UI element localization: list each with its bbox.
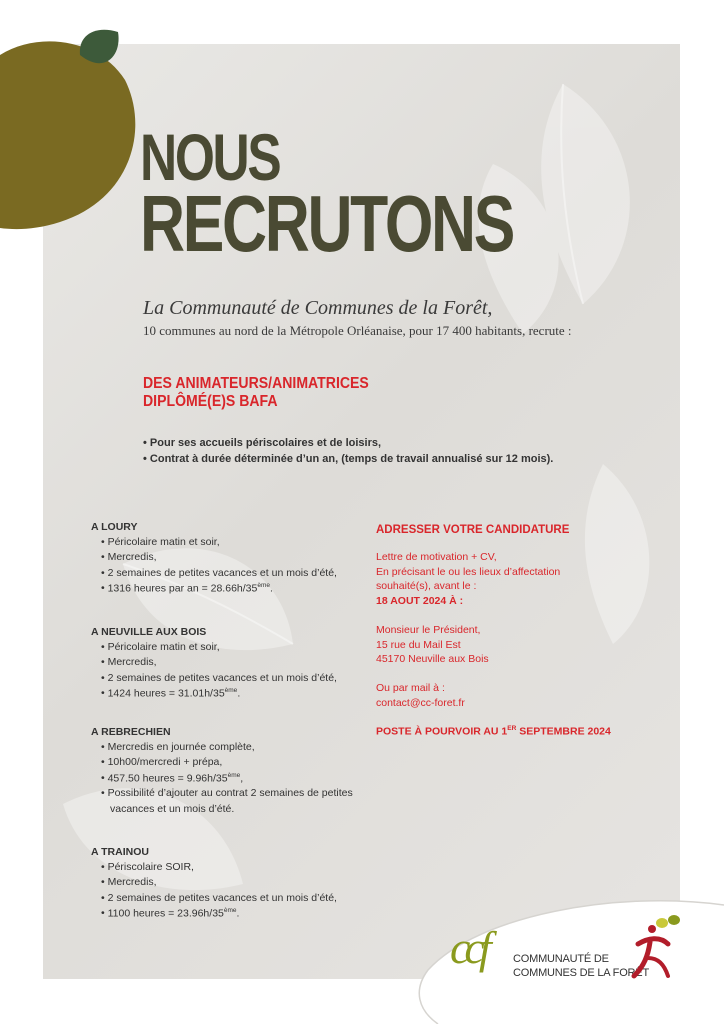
application-info xyxy=(376,522,646,739)
site-item: • Possibilité d’ajouter au contrat 2 semaines de petites vacances et un mois d’été. xyxy=(101,786,366,816)
site-item: • Mercredis en journée complète, xyxy=(101,740,366,755)
site-item: • 2 semaines de petites vacances et un mois d’été, xyxy=(101,671,366,686)
site-neuville-aux-bois xyxy=(91,625,366,702)
intro-sub: 10 communes au nord de la Métropole Orléanaise, pour 17 400 habitants, recrute : xyxy=(143,323,572,338)
site-title: A NEUVILLE AUX BOIS xyxy=(91,626,207,638)
site-item: • Périscolaire SOIR, xyxy=(101,860,366,875)
site-hours: • 1100 heures = 23.96h/35ème. xyxy=(101,906,366,922)
apply-line: souhaité(s), avant le : xyxy=(376,580,477,593)
job-title-line-1: DES ANIMATEURS/ANIMATRICES xyxy=(143,375,369,392)
site-item: • Mercredis, xyxy=(101,875,366,890)
site-hours: • 1424 heures = 31.01h/35ème. xyxy=(101,686,366,702)
intro-lead: La Communauté de Communes de la Forêt, xyxy=(143,297,493,319)
email-link[interactable]: contact@cc-foret.fr xyxy=(376,696,465,709)
site-item: • Mercredis, xyxy=(101,655,366,670)
job-title-line-2: DIPLÔMÉ(E)S BAFA xyxy=(143,393,278,411)
site-item: • Mercredis, xyxy=(101,550,366,565)
site-item: • 2 semaines de petites vacances et un mois d’été, xyxy=(101,566,366,581)
site-title: A LOURY xyxy=(91,521,138,533)
post-start-date: POSTE À POURVOIR AU 1ER SEPTEMBRE 2024 xyxy=(376,725,611,738)
title-line-1: NOUS xyxy=(140,120,280,194)
site-rebrechien xyxy=(91,725,366,817)
apply-heading: ADRESSER VOTRE CANDIDATURE xyxy=(376,524,570,536)
logo-wordmark: ccf xyxy=(450,922,486,973)
site-item: • Péricolaire matin et soir, xyxy=(101,640,366,655)
address-line: 45170 Neuville aux Bois xyxy=(376,653,489,666)
mail-label: Ou par mail à : xyxy=(376,681,445,694)
site-item: • 2 semaines de petites vacances et un mois d’été, xyxy=(101,891,366,906)
site-loury xyxy=(91,520,366,597)
site-title: A TRAINOU xyxy=(91,846,149,858)
logo-figure-icon xyxy=(618,914,688,984)
apply-line: En précisant le ou les lieux d’affectation xyxy=(376,565,561,578)
site-item: • 10h00/mercredi + prépa, xyxy=(101,755,366,770)
address-line: 15 rue du Mail Est xyxy=(376,638,461,651)
site-hours: • 457.50 heures = 9.96h/35ème, xyxy=(101,771,366,787)
job-title xyxy=(143,375,369,412)
key-points xyxy=(143,436,553,468)
logo-text: COMMUNAUTÉ DE COMMUNES DE LA FORÊT xyxy=(513,953,649,979)
title-line-2: RECRUTONS xyxy=(140,179,514,268)
site-item: • Péricolaire matin et soir, xyxy=(101,535,366,550)
address-line: Monsieur le Président, xyxy=(376,623,481,636)
apply-line: Lettre de motivation + CV, xyxy=(376,551,497,564)
site-title: A REBRECHIEN xyxy=(91,726,171,738)
site-hours: • 1316 heures par an = 28.66h/35ème. xyxy=(101,581,366,597)
key-point: • Pour ses accueils périscolaires et de loisirs, xyxy=(143,436,553,452)
decorative-blob xyxy=(0,0,160,240)
apply-deadline: 18 AOUT 2024 À : xyxy=(376,595,464,608)
site-trainou xyxy=(91,845,366,922)
key-point: • Contrat à durée déterminée d’un an, (temps de travail annualisé sur 12 mois). xyxy=(143,452,553,468)
